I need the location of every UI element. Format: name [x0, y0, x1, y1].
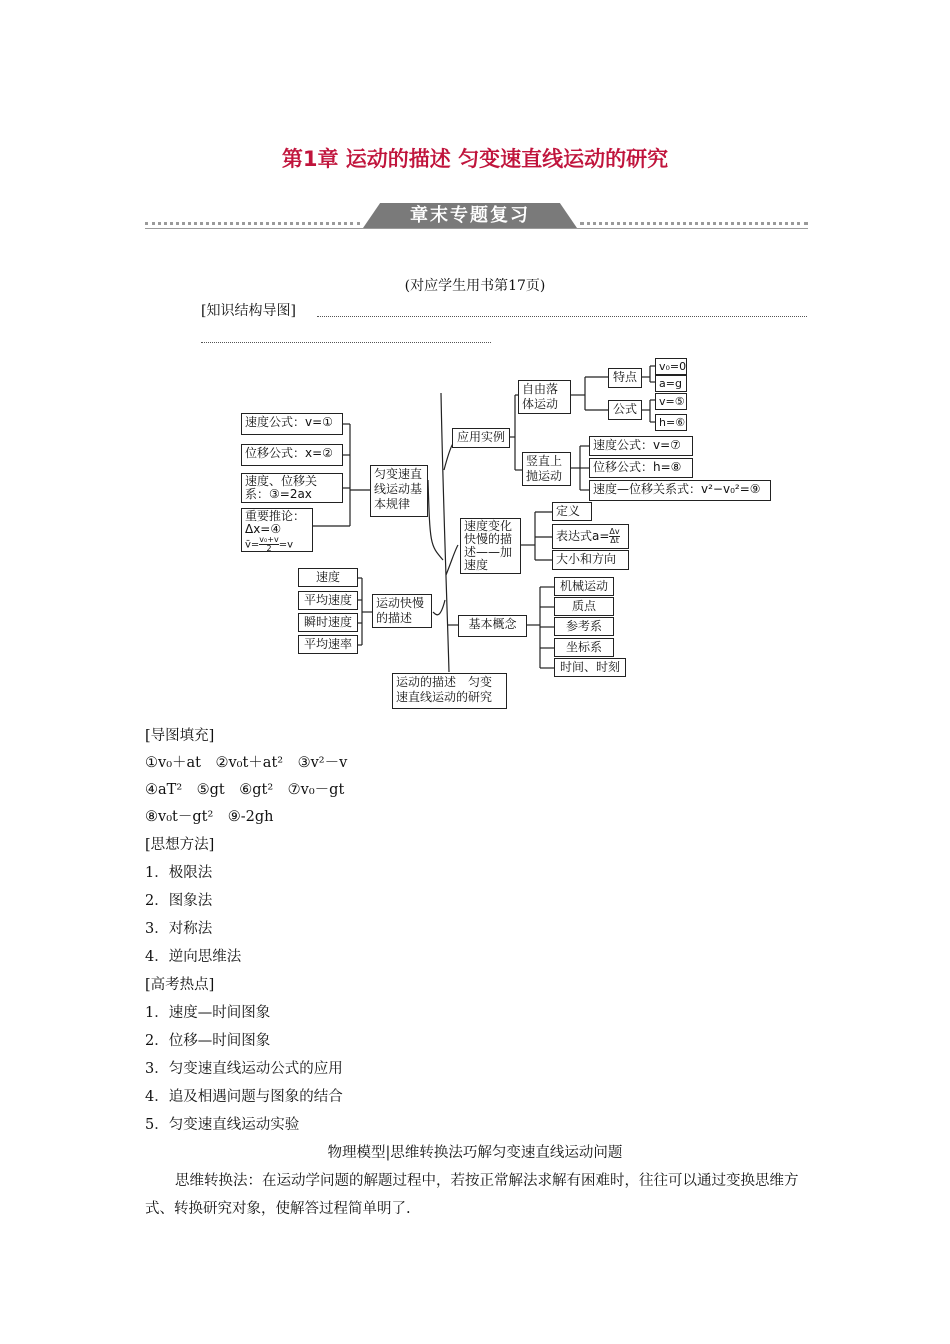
concept-node: 基本概念: [458, 615, 527, 637]
hot-topic-item: 4．追及相遇问题与图象的结合: [145, 1089, 343, 1105]
banner-title: 章末专题复习: [410, 205, 530, 226]
method-item: 4．逆向思维法: [145, 949, 242, 965]
law-displacement-formula: 位移公式：x=②: [241, 444, 343, 466]
apply-node: 应用实例: [452, 428, 510, 448]
vertical-velocity: 速度公式：v=⑦: [589, 436, 693, 456]
hot-topic-item: 5．匀变速直线运动实验: [145, 1117, 300, 1133]
vbar-label: v̄=: [245, 539, 260, 551]
accel-magnitude-direction: 大小和方向: [552, 550, 629, 570]
concept-mechanical-motion: 机械运动: [554, 577, 614, 596]
speed-item: 速度: [298, 568, 358, 587]
formula-h: h=⑥: [655, 414, 687, 431]
answer-line: ⑧v₀t－gt² ⑨-2gh: [145, 809, 274, 825]
section-heading-methods: [思想方法]: [145, 837, 215, 853]
law-node: 匀变速直线运动基本规律: [370, 465, 428, 517]
law-inference-title: 重要推论：Δx=④: [245, 509, 306, 536]
answer-line: ①v₀＋at ②v₀t＋at² ③v²－v: [145, 755, 348, 771]
page-reference: (对应学生用书第17页): [404, 278, 546, 294]
law-velocity-displacement: 速度、位移关系：③=2ax: [241, 473, 343, 503]
speed-node: 运动快慢的描述: [372, 594, 432, 628]
freefall-node: 自由落体运动: [518, 380, 571, 414]
accel-expression: [552, 524, 629, 549]
vbar-tail: =v: [278, 539, 293, 551]
concept-coordinate-system: 坐标系: [554, 638, 614, 657]
concept-reference-frame: 参考系: [554, 617, 614, 636]
instant-velocity-item: 瞬时速度: [298, 613, 358, 632]
vertical-relation: 速度—位移关系式：v²−v₀²=⑨: [589, 480, 771, 501]
body-paragraph: 思维转换法：在运动学问题的解题过程中，若按正常解法求解有困难时，往往可以通过变换思维方式、转换研究对象，使解答过程简单明了.: [145, 1173, 799, 1217]
acceleration-node: 速度变化快慢的描述——加速度: [460, 518, 521, 574]
method-item: 3．对称法: [145, 921, 213, 937]
section-heading-fill: [导图填充]: [145, 728, 215, 744]
frac-denominator: Δt: [610, 536, 619, 545]
hot-topic-item: 3．匀变速直线运动公式的应用: [145, 1061, 343, 1077]
feature-a: a=g: [655, 375, 687, 392]
method-item: 2．图象法: [145, 893, 213, 909]
law-velocity-formula: 速度公式：v=①: [241, 413, 343, 435]
chapter-title: 第1章 运动的描述 匀变速直线运动的研究: [281, 147, 669, 171]
concept-time: 时间、时刻: [554, 658, 626, 677]
section-heading-structure: [知识结构导图]: [201, 303, 296, 319]
formula-label: 公式: [608, 400, 642, 420]
vertical-displacement: 位移公式：h=⑧: [589, 458, 693, 478]
hot-topic-item: 2．位移—时间图象: [145, 1033, 271, 1049]
frac-numerator: v₀+v: [259, 535, 279, 544]
frac-numerator: Δv: [609, 527, 620, 536]
hot-topic-item: 1．速度—时间图象: [145, 1005, 271, 1021]
answer-line: ④aT² ⑤gt ⑥gt² ⑦v₀－gt: [145, 782, 345, 798]
average-velocity-item: 平均速度: [298, 591, 358, 610]
section-heading-hot: [高考热点]: [145, 977, 215, 993]
concept-particle: 质点: [554, 597, 614, 616]
feature-v0: v₀=0: [655, 358, 687, 375]
frac-denominator: 2: [266, 544, 272, 553]
mindmap-root: 运动的描述 匀变速直线运动的研究: [392, 673, 507, 709]
law-inference-formula: [245, 536, 309, 553]
law-inference: [241, 508, 313, 552]
accel-expression-label: 表达式a=: [556, 529, 610, 543]
accel-definition: 定义: [552, 502, 592, 521]
method-item: 1．极限法: [145, 865, 213, 881]
vertical-throw-node: 竖直上抛运动: [522, 452, 571, 486]
feature-label: 特点: [608, 368, 642, 388]
average-speed-item: 平均速率: [298, 635, 358, 654]
model-heading: 物理模型|思维转换法巧解匀变速直线运动问题: [327, 1145, 623, 1161]
formula-v: v=⑤: [655, 393, 687, 410]
